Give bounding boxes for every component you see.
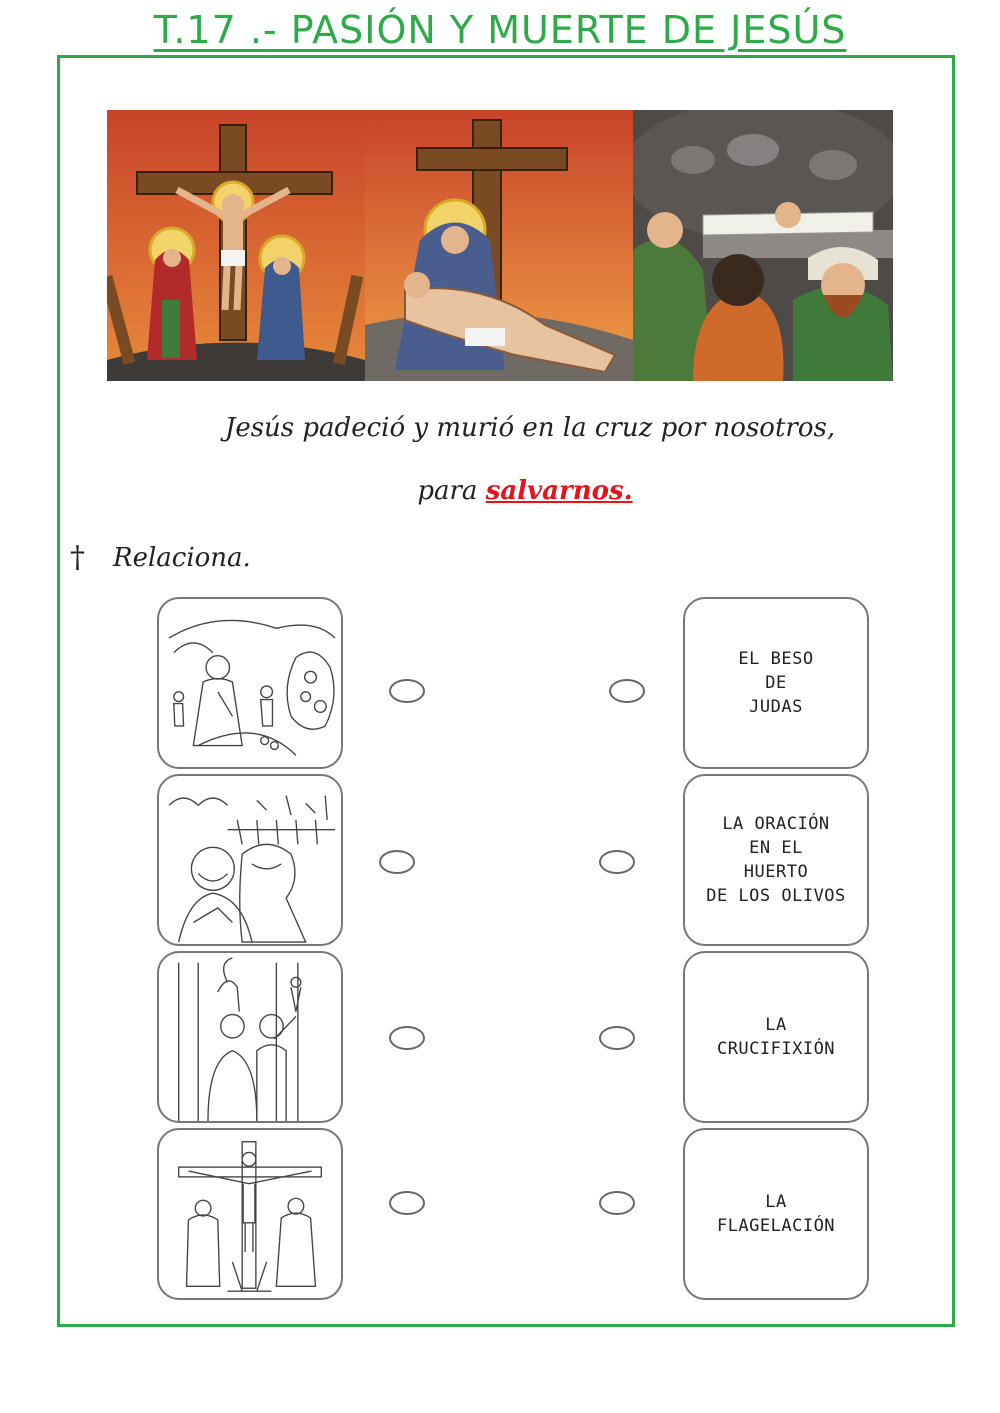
scourging-drawing [157, 951, 343, 1123]
judas-kiss-drawing [157, 774, 343, 946]
garden-prayer-drawing [157, 597, 343, 769]
match-dot-left[interactable] [389, 679, 425, 703]
crucifixion-scene-illustration [107, 110, 365, 381]
match-label-box[interactable] [683, 597, 869, 769]
sentence-line-1: Jesús padeció y murió en la cruz por nosotros, [224, 413, 836, 443]
match-label: LA FLAGELACIÓN [716, 1192, 836, 1236]
match-row [157, 1128, 869, 1300]
highlight-word: salvarnos. [485, 476, 633, 506]
match-dot-right[interactable] [599, 850, 635, 874]
sentence-prefix: para [417, 476, 486, 506]
match-label-box[interactable] [683, 774, 869, 946]
match-label: LA ORACIÓN EN EL HUERTO DE LOS OLIVOS [706, 814, 846, 906]
sentence-line-2 [0, 476, 1000, 506]
passion-banner [107, 110, 893, 381]
burial-scene-illustration [633, 110, 893, 381]
match-dot-left[interactable] [389, 1026, 425, 1050]
exercise-instruction [70, 540, 251, 575]
instruction-text: Relaciona. [113, 542, 251, 573]
match-dot-left[interactable] [379, 850, 415, 874]
pieta-scene-illustration [365, 110, 633, 381]
match-label-box[interactable] [683, 951, 869, 1123]
match-label: EL BESO DE JUDAS [738, 649, 814, 717]
dagger-icon: † [70, 540, 85, 575]
match-dot-right[interactable] [599, 1026, 635, 1050]
match-row [157, 951, 869, 1123]
match-label: LA CRUCIFIXIÓN [716, 1015, 836, 1059]
crucifixion-drawing [157, 1128, 343, 1300]
match-dot-left[interactable] [389, 1191, 425, 1215]
match-row [157, 597, 869, 769]
match-dot-right[interactable] [599, 1191, 635, 1215]
page-title: T.17 .- PASIÓN Y MUERTE DE JESÚS [153, 8, 847, 52]
match-label-box[interactable] [683, 1128, 869, 1300]
match-row [157, 774, 869, 946]
match-dot-right[interactable] [609, 679, 645, 703]
